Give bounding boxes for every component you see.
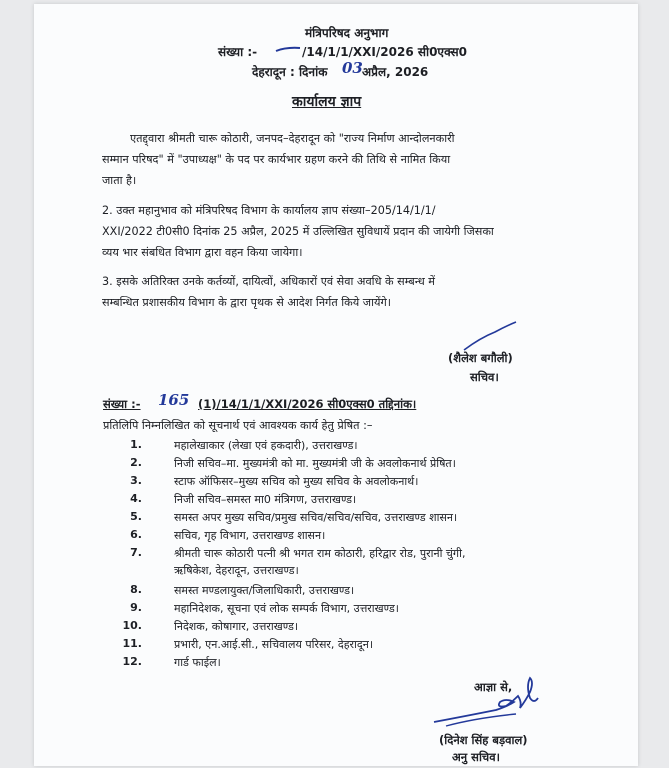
signatory-2-name: (दिनेश सिंह बड़वाल): [439, 733, 528, 747]
paragraph-3-line-2: सम्बन्धित प्रशासकीय विभाग के द्वारा पृथक से आदेश निर्गत किये जायेंगे।: [102, 296, 392, 309]
order-label: आज्ञा से,: [474, 680, 513, 694]
paragraph-2-line-1: 2. उक्त महानुभाव को मंत्रिपरिषद विभाग के कार्यालय ज्ञाप संख्या–205/14/1/1/: [102, 204, 436, 217]
paragraph-1-line-3: जाता है।: [102, 174, 137, 187]
signature-2: [426, 672, 546, 730]
list-item-number: 10.: [122, 619, 142, 632]
list-item-text: समस्त अपर मुख्य सचिव/प्रमुख सचिव/सचिव/सचिव, उत्तराखण्ड शासन।: [174, 511, 458, 524]
date-month-year: अप्रैल, 2026: [362, 65, 429, 79]
list-item-number: 8.: [130, 583, 142, 596]
handwritten-dash: [274, 44, 302, 54]
paragraph-2-line-3: व्यय भार संबधित विभाग द्वारा वहन किया जायेगा।: [102, 246, 303, 259]
order-number-label: संख्या :-: [218, 45, 258, 59]
copy-number: (1)/14/1/1/XXI/2026 सी0एक्स0 तद्दिनांक।: [198, 397, 417, 411]
list-item-number: 12.: [122, 655, 142, 668]
subject-title: कार्यालय ज्ञाप: [292, 94, 362, 110]
paragraph-1-line-1: एतद्द्वारा श्रीमती चारू कोठारी, जनपद–देहरादून को "राज्य निर्माण आन्दोलनकारी: [130, 132, 455, 145]
handwritten-date-day: 03: [342, 59, 363, 77]
signatory-1-name: (शैलेश बगौली): [448, 351, 513, 365]
signatory-1-designation: सचिव।: [470, 370, 499, 384]
list-item-text: गार्ड फाईल।: [174, 656, 221, 669]
paragraph-1-line-2: सम्मान परिषद" में "उपाध्यक्ष" के पद पर कार्यभार ग्रहण करने की तिथि से नामित किया: [102, 153, 451, 166]
list-item-text: महालेखाकार (लेखा एवं हकदारी), उत्तराखण्ड।: [174, 439, 358, 452]
list-item-number: 6.: [130, 528, 142, 541]
list-item-number: 11.: [122, 637, 142, 650]
list-item-number: 1.: [130, 438, 142, 451]
document-page: [34, 4, 638, 766]
signatory-2-designation: अनु सचिव।: [452, 750, 500, 764]
list-item-number: 5.: [130, 510, 142, 523]
copy-intro: प्रतिलिपि निम्नलिखित को सूचनार्थ एवं आवश्यक कार्य हेतु प्रेषित :–: [103, 419, 373, 432]
list-item-text: निजी सचिव–समस्त मा0 मंत्रिगण, उत्तराखण्ड।: [174, 493, 357, 506]
copy-number-label: संख्या :-: [103, 397, 141, 411]
list-item-text: समस्त मण्डलायुक्त/जिलाधिकारी, उत्तराखण्ड।: [174, 584, 355, 597]
list-item-text: स्टाफ ऑफिसर–मुख्य सचिव को मुख्य सचिव के अवलोकनार्थ।: [174, 475, 419, 488]
handwritten-copy-number: 165: [158, 391, 190, 409]
list-item-text-continued: ऋषिकेश, देहरादून, उत्तराखण्ड।: [174, 564, 299, 577]
list-item-number: 4.: [130, 492, 142, 505]
place-date-label: देहरादून : दिनांक: [252, 65, 328, 79]
list-item-number: 3.: [130, 474, 142, 487]
signature-1: [460, 318, 520, 354]
list-item-text: प्रभारी, एन.आई.सी., सचिवालय परिसर, देहरादून।: [174, 638, 374, 651]
list-item-number: 7.: [130, 546, 142, 559]
list-item-text: निदेशक, कोषागार, उत्तराखण्ड।: [174, 620, 299, 633]
paragraph-2-line-2: XXI/2022 टी0सी0 दिनांक 25 अप्रैल, 2025 में उल्लिखित सुविधायें प्रदान की जायेगी जिसका: [102, 225, 494, 238]
order-number: /14/1/1/XXI/2026 सी0एक्स0: [302, 45, 467, 59]
list-item-text: श्रीमती चारू कोठारी पत्नी श्री भगत राम कोठारी, हरिद्वार रोड, पुरानी चुंगी,: [174, 547, 466, 560]
paragraph-3-line-1: 3. इसके अतिरिक्त उनके कर्तव्यों, दायित्वों, अधिकारों एवं सेवा अवधि के सम्बन्ध में: [102, 275, 435, 288]
list-item-text: सचिव, गृह विभाग, उत्तराखण्ड शासन।: [174, 529, 326, 542]
list-item-number: 2.: [130, 456, 142, 469]
list-item-number: 9.: [130, 601, 142, 614]
list-item-text: महानिदेशक, सूचना एवं लोक सम्पर्क विभाग, उत्तराखण्ड।: [174, 602, 399, 615]
list-item-text: निजी सचिव–मा. मुख्यमंत्री को मा. मुख्यमंत्री जी के अवलोकनार्थ प्रेषित।: [174, 457, 456, 470]
department-name: मंत्रिपरिषद अनुभाग: [305, 26, 389, 40]
